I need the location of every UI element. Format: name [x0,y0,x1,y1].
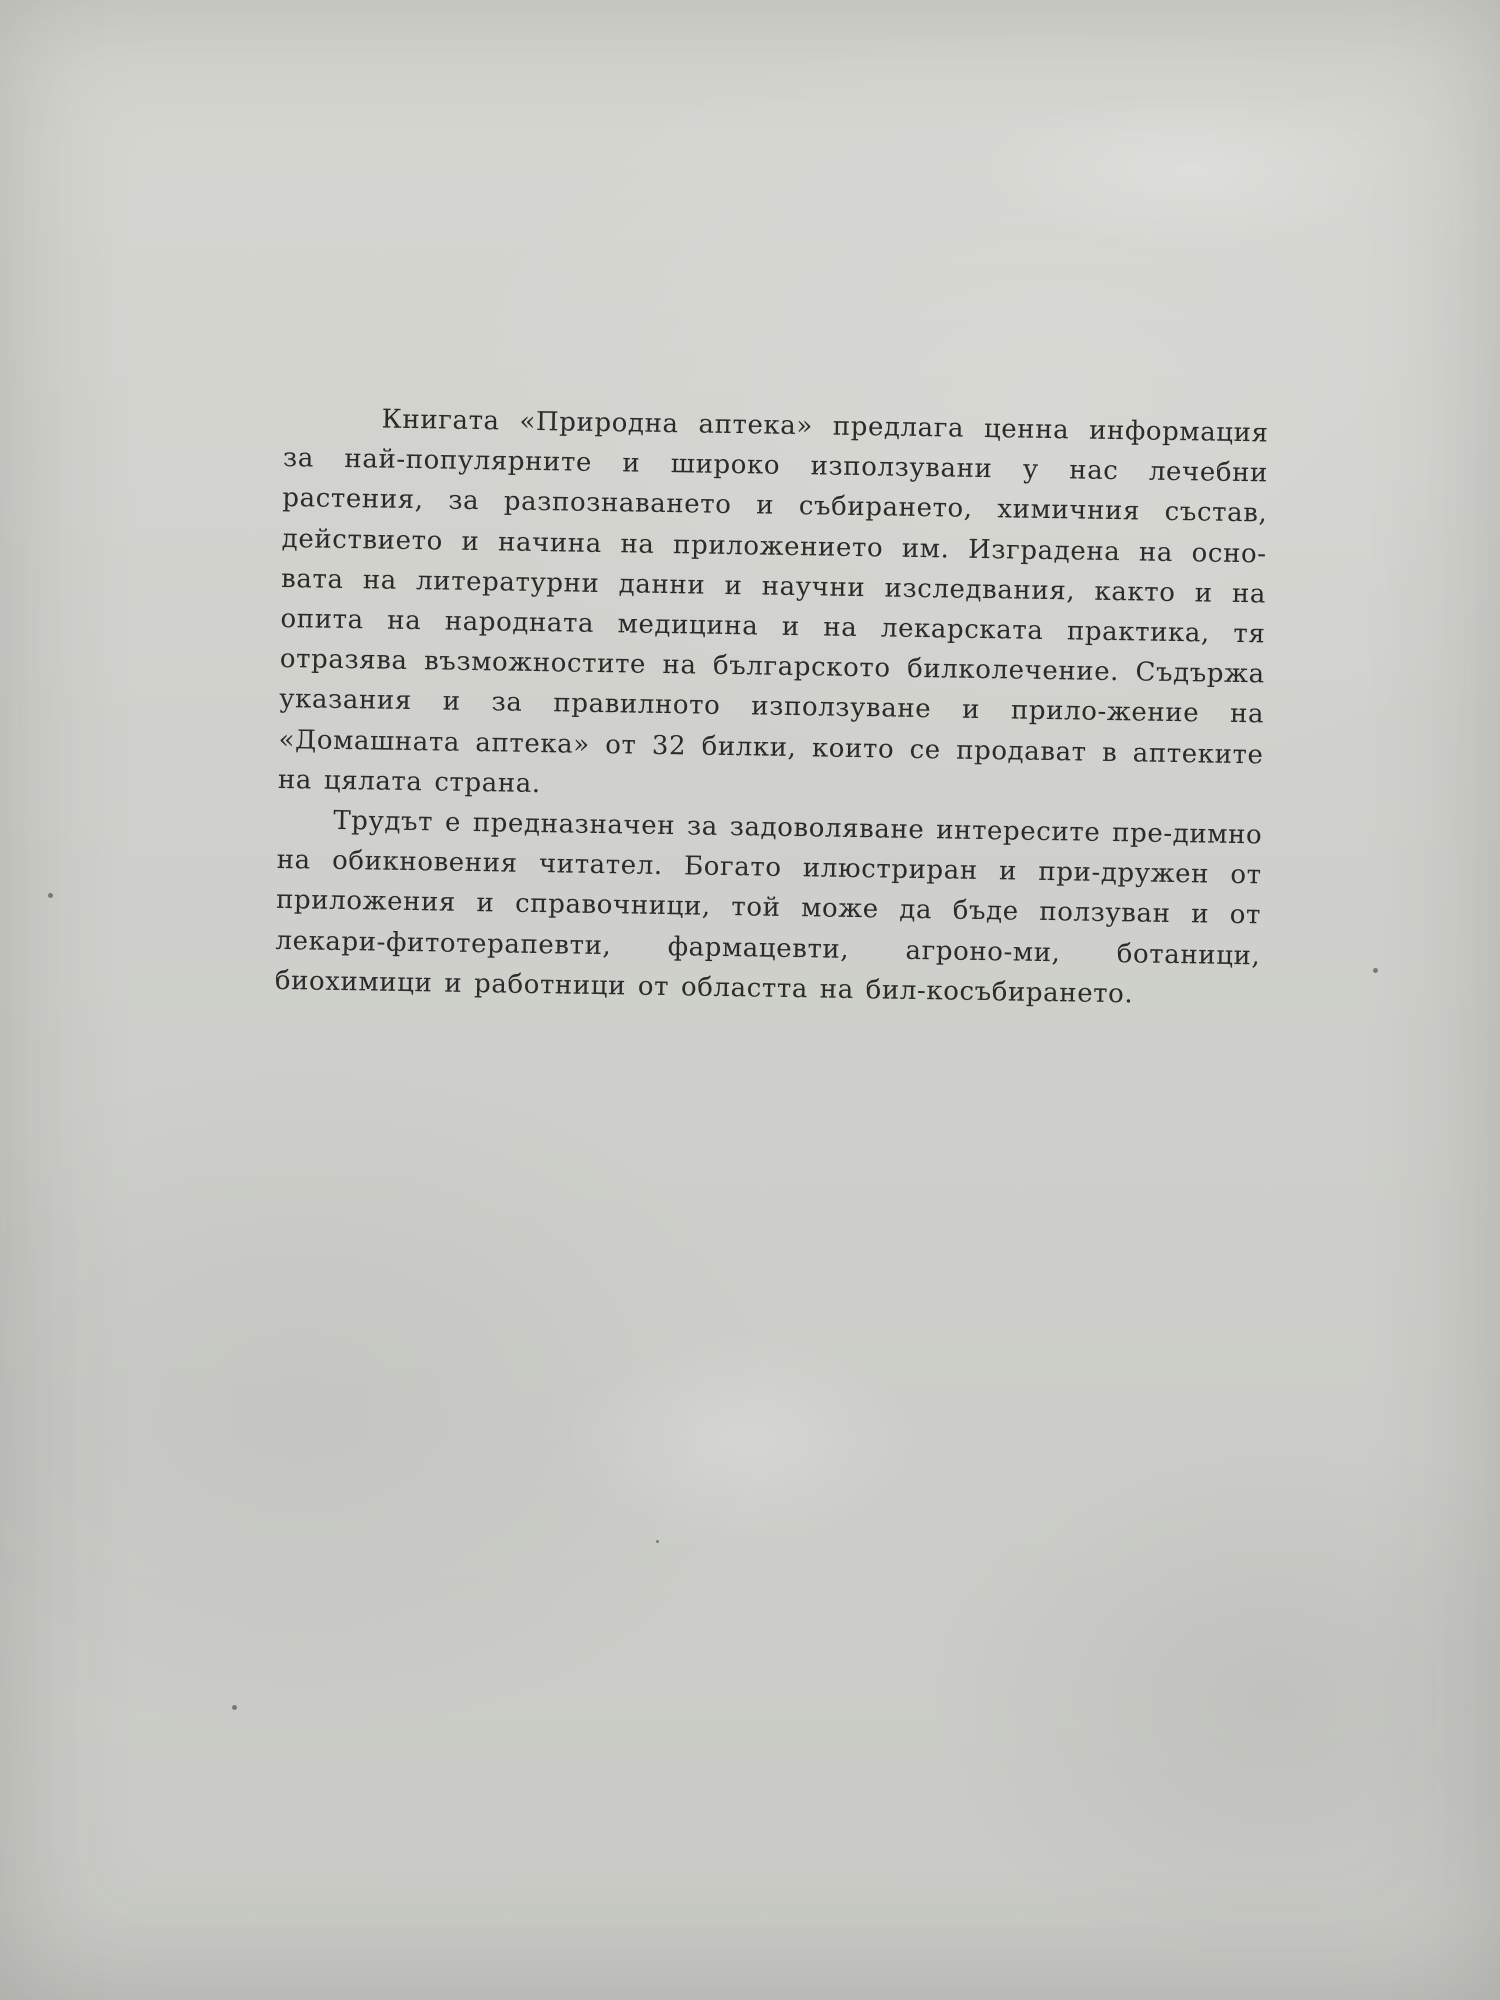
paragraph-2: Трудът е предназначен за задоволяване интересите пре-димно на обикновения читател. Богато илюстриран и при-дружен от приложения и справочници, той може да бъде ползуван и от лекари-фитотерапевти, фармацевти, агроно-ми, ботаници, биохимици и работници от областта на бил-косъбирането. [274,805,1263,1010]
paper-speck [1373,968,1378,973]
paper-speck [656,1540,659,1543]
paper-speck [232,1705,237,1710]
paper-crease [980,90,1400,250]
body-text [275,398,1269,1016]
paper-crease [560,1330,920,1550]
paper-speck [48,893,53,898]
paragraph-1: Книгата «Природна аптека» предлага ценна информация за най-популярните и широко използувани у нас лечебни растения, за разпознаването и събирането, химичния състав, действието и начина на приложението им. Изградена на осно-вата на литературни данни и научни изследвания, както и на опита на народната медицина и на лекарската практика, тя отразява възможностите на българското билколечение. Съдържа указания и за правилното използуване и прило-жение на «Домашната аптека» от 32 билки, които се продават в аптеките на цялата страна. [277,404,1269,799]
